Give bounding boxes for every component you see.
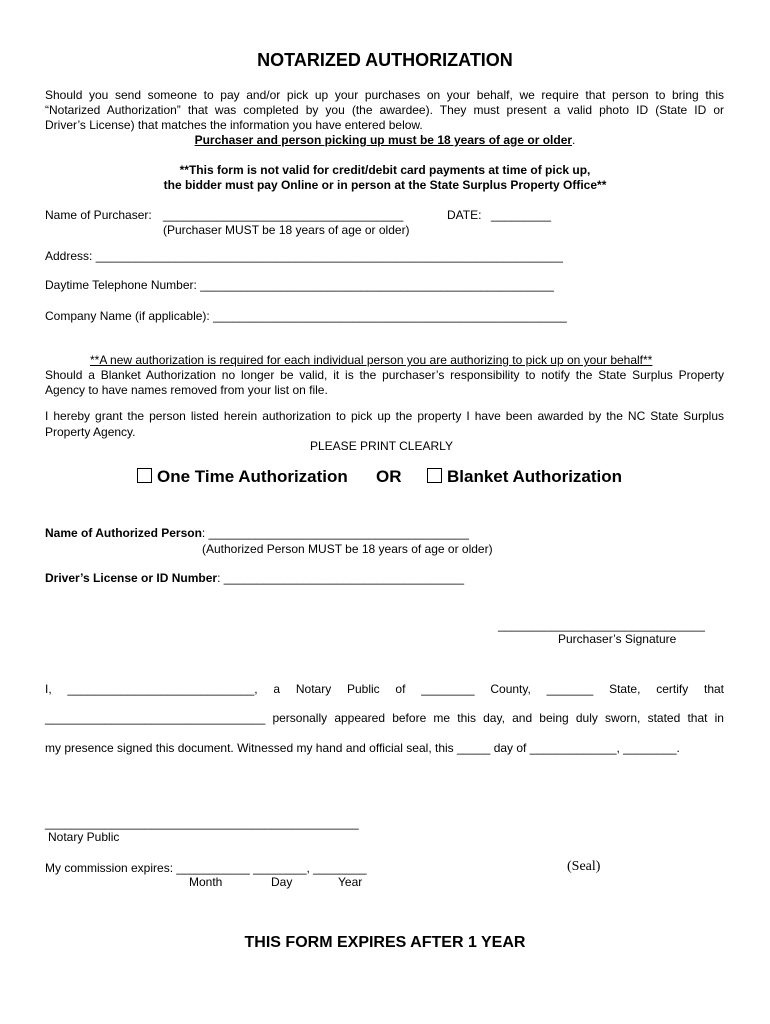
month-label: Month (189, 875, 223, 889)
notary-word: Notary (295, 682, 332, 696)
one-time-option[interactable] (137, 467, 348, 487)
appeared-name-field[interactable]: _________________________________ (45, 711, 266, 725)
notary-line-3: my presence signed this document. Witnessed my hand and official seal, this _____ day of _____________, ________. (45, 741, 680, 755)
commission-row (45, 861, 367, 875)
id-number-row (45, 571, 464, 585)
day-label: Day (271, 875, 293, 889)
blanket-option[interactable] (427, 467, 622, 487)
notary-a: a (273, 682, 281, 696)
notary-of: of (395, 682, 406, 696)
print-clearly: PLEASE PRINT CLEARLY (310, 439, 453, 453)
date-label: DATE: (447, 208, 482, 222)
address-row (45, 249, 563, 263)
blanket-checkbox[interactable] (427, 468, 442, 483)
age-notice (0, 133, 770, 147)
notary-i: I, (45, 682, 52, 696)
notary-signature-line[interactable]: _______________________________________________ (45, 816, 359, 830)
payment-notice-line-1: **This form is not valid for credit/debit card payments at time of pick up, (179, 163, 591, 177)
commission-date-field[interactable]: ___________ ________, ________ (176, 861, 367, 875)
phone-label: Daytime Telephone Number: (45, 278, 197, 292)
state-field[interactable]: _______ (546, 682, 594, 696)
authorized-age-note: (Authorized Person MUST be 18 years of age or older) (202, 542, 493, 556)
or-label: OR (376, 467, 402, 486)
blanket-notice-line-2: Agency to have names removed from your list on file. (45, 383, 328, 397)
intro-line-3: Driver’s License) that matches the information you have entered below. (45, 118, 423, 132)
notary-public-word: Public (346, 682, 380, 696)
authorized-name-row (45, 526, 469, 540)
address-field[interactable]: ______________________________________________________________________ (95, 249, 563, 263)
year-label: Year (338, 875, 363, 889)
authorized-name-label: Name of Authorized Person (45, 526, 202, 540)
purchaser-signature-label: Purchaser’s Signature (558, 632, 677, 646)
page-title: NOTARIZED AUTHORIZATION (257, 50, 513, 70)
county-word: County, (490, 682, 531, 696)
seal-label: (Seal) (567, 859, 601, 874)
state-word: State, (609, 682, 641, 696)
purchaser-signature-line[interactable]: _______________________________ (498, 618, 705, 632)
intro-line-1: Should you send someone to pay and/or pick up your purchases on your behalf, we require that person to bring this (45, 88, 724, 102)
notary-name-field[interactable]: ____________________________, (67, 682, 258, 696)
phone-field[interactable]: _____________________________________________________ (200, 278, 554, 292)
notary-line-2 (45, 711, 724, 725)
id-number-label: Driver’s License or ID Number (45, 571, 218, 585)
company-row (45, 309, 567, 323)
notary-line-2-text: personally appeared before me this day, and being duly sworn, stated that in (272, 711, 724, 725)
id-number-field[interactable]: : ____________________________________ (217, 571, 464, 585)
form-expiry-notice: THIS FORM EXPIRES AFTER 1 YEAR (244, 934, 526, 951)
purchaser-name-field[interactable]: ____________________________________ (163, 208, 404, 222)
commission-label: My commission expires: (45, 861, 174, 875)
company-label: Company Name (if applicable): (45, 309, 210, 323)
blanket-notice-line-1: Should a Blanket Authorization no longer be valid, it is the purchaser’s responsibility to notify the State Surplus Property (45, 368, 724, 382)
purchaser-age-note: (Purchaser MUST be 18 years of age or older) (163, 223, 410, 237)
new-auth-notice: **A new authorization is required for each individual person you are authorizing to pick up on your behalf** (90, 353, 653, 367)
grant-line-1: I hereby grant the person listed herein authorization to pick up the property I have been awarded by the NC State Surplus (45, 409, 724, 423)
company-field[interactable]: _____________________________________________________ (213, 309, 567, 323)
one-time-label: One Time Authorization (157, 467, 348, 486)
county-field[interactable]: ________ (421, 682, 475, 696)
age-notice-period: . (572, 133, 576, 147)
address-label: Address: (45, 249, 93, 263)
payment-notice-line-2: the bidder must pay Online or in person at the State Surplus Property Office** (163, 178, 607, 192)
notary-line-1 (45, 682, 724, 696)
blanket-label: Blanket Authorization (447, 467, 623, 486)
that-word: that (703, 682, 724, 696)
date-field[interactable]: _________ (491, 208, 552, 222)
authorized-name-field[interactable]: : _______________________________________ (201, 526, 469, 540)
grant-line-2: Property Agency. (45, 425, 136, 439)
age-notice-text: Purchaser and person picking up must be 18 years of age or older (194, 133, 573, 147)
one-time-checkbox[interactable] (137, 468, 152, 483)
purchaser-name-label: Name of Purchaser: (45, 208, 152, 222)
intro-line-2: “Notarized Authorization” that was completed by you (the awardee). They must present a valid photo ID (State ID or (45, 103, 724, 117)
certify-word: certify (656, 682, 689, 696)
phone-row (45, 278, 554, 292)
notary-public-label: Notary Public (48, 830, 120, 844)
